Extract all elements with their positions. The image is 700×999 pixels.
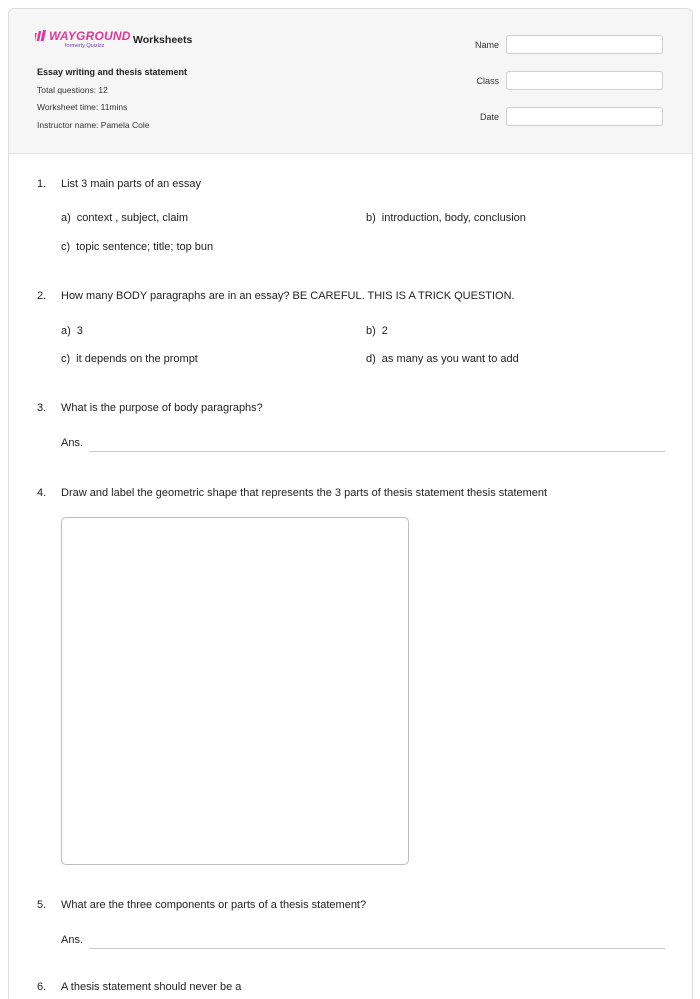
question-text: Draw and label the geometric shape that represents the 3 parts of thesis statement thesis statement: [61, 487, 548, 499]
option-letter: d): [366, 353, 376, 365]
question-number: 1.: [37, 178, 47, 190]
logo-subtitle: formerly Quizizz: [65, 43, 105, 49]
question-number: 4.: [37, 487, 47, 499]
class-input[interactable]: [506, 71, 663, 90]
answer-label: Ans.: [61, 437, 84, 449]
worksheet-header: [9, 9, 692, 154]
answer-option[interactable]: [61, 212, 188, 224]
option-text: topic sentence; title; top bun: [76, 241, 214, 253]
worksheets-label: Worksheets: [133, 34, 193, 46]
answer-option[interactable]: [61, 241, 213, 253]
question-text: List 3 main parts of an essay: [61, 178, 202, 190]
name-input[interactable]: [506, 35, 663, 54]
logo-wordmark: WAYGROUND: [49, 29, 131, 43]
date-label: Date: [479, 112, 499, 122]
question-number: 3.: [37, 402, 47, 414]
option-letter: b): [366, 212, 376, 224]
question-text: What are the three components or parts of a thesis statement?: [61, 899, 367, 911]
total-questions: Total questions: 12: [37, 85, 108, 95]
option-text: it depends on the prompt: [76, 353, 198, 365]
option-letter: c): [61, 241, 71, 253]
option-letter: c): [61, 353, 71, 365]
option-letter: b): [366, 325, 376, 337]
answer-line[interactable]: [89, 451, 665, 452]
answer-option[interactable]: [366, 353, 519, 365]
question-text: How many BODY paragraphs are in an essay? BE CAREFUL. THIS IS A TRICK QUESTION.: [61, 290, 515, 302]
instructor-name: Instructor name: Pamela Cole: [37, 120, 150, 130]
name-label: Name: [474, 40, 499, 50]
worksheet-title: Essay writing and thesis statement: [37, 67, 188, 77]
question-number: 6.: [37, 981, 47, 993]
option-text: 2: [381, 325, 388, 337]
answer-line[interactable]: [89, 948, 665, 949]
option-text: context , subject, claim: [76, 212, 189, 224]
answer-option[interactable]: [366, 212, 526, 224]
answer-option[interactable]: [61, 325, 83, 337]
option-text: as many as you want to add: [381, 353, 519, 365]
answer-option[interactable]: [61, 353, 198, 365]
question-number: 2.: [37, 290, 47, 302]
option-text: 3: [76, 325, 83, 337]
class-label: Class: [476, 76, 499, 86]
date-input[interactable]: [506, 107, 663, 126]
option-text: introduction, body, conclusion: [381, 212, 526, 224]
drawing-area[interactable]: [61, 517, 409, 865]
option-letter: a): [61, 325, 71, 337]
worksheet-time: Worksheet time: 11mins: [37, 102, 128, 112]
answer-label: Ans.: [61, 934, 84, 946]
question-text: What is the purpose of body paragraphs?: [61, 402, 263, 414]
wayground-logo: [35, 27, 131, 53]
question-number: 5.: [37, 899, 47, 911]
logo-mark-icon: [35, 30, 48, 42]
answer-option[interactable]: [366, 325, 388, 337]
worksheet-page: [8, 8, 693, 999]
option-letter: a): [61, 212, 71, 224]
question-text: A thesis statement should never be a: [61, 981, 242, 993]
